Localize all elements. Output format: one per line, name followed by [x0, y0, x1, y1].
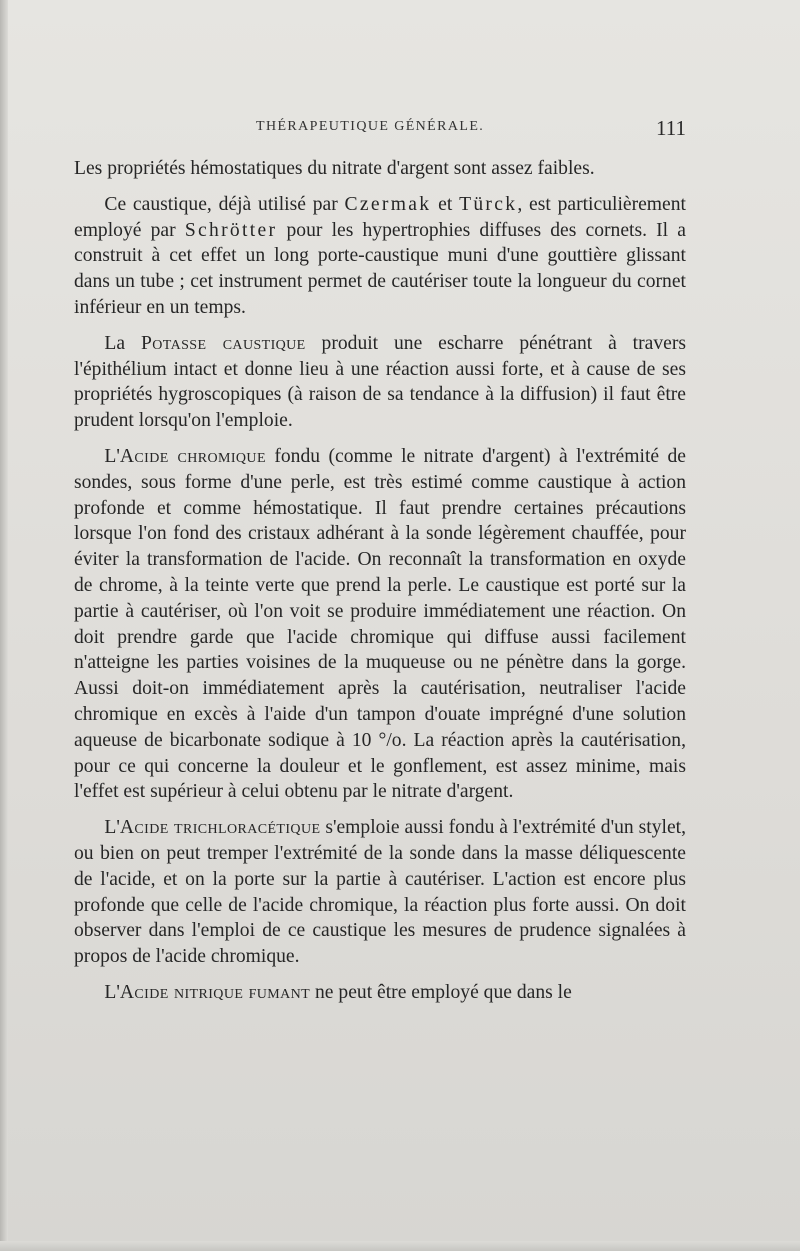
paragraph-potasse — [74, 331, 686, 434]
paragraph-text: ne peut être employé que dans le — [310, 981, 572, 1003]
page-header — [72, 116, 688, 140]
substance-term: Acide chromique — [119, 445, 266, 467]
page-number: 111 — [656, 116, 686, 140]
author-name: Czermak — [344, 193, 432, 215]
paragraph-text: Les propriétés hémostatiques du nitrate d'argent sont assez faibles. — [74, 158, 595, 179]
paragraph-text: L' — [104, 817, 120, 839]
paragraph-text: L' — [104, 445, 120, 467]
paragraph-text: Ce caustique, déjà utilisé par — [104, 193, 345, 215]
body-text — [74, 156, 686, 1016]
paragraph-text: s'emploie aussi fondu à l'extrémité d'un stylet, ou bien on peut tremper l'extrémité de la sonde dans la masse déliquescente de l'acide, et on la porte sur la partie à cautériser. L'action est encore plus profonde que celle de l'acide chromique, la réaction plus forte aussi. On doit observer dans l'emploi de ce caustique les mesures de prudence signalées à propos de l'acide chromique. — [74, 817, 686, 968]
substance-term: Acide nitrique fumant — [119, 981, 311, 1003]
paragraph-text: L' — [104, 981, 120, 1003]
paragraph-acide-chromique — [74, 444, 686, 805]
substance-term: Potasse caustique — [140, 332, 306, 354]
paragraph-text: La — [104, 332, 141, 354]
paragraph-text: et — [431, 193, 460, 215]
author-name: Türck — [459, 193, 518, 215]
paragraph-acide-nitrique — [74, 980, 686, 1006]
paragraph-text: , est particulièrement employé par — [74, 193, 686, 241]
paragraph-text: produit une escharre pénétrant à travers l'épithélium intact et donne lieu à une réaction aussi forte, et à cause de ses propriétés hygroscopiques (à raison de sa tendance à la diffusion) il faut être prudent lorsqu'on l'emploie. — [74, 332, 686, 432]
author-name: Schrötter — [184, 219, 278, 241]
paragraph-text: fondu (comme le nitrate d'argent) à l'extrémité de sondes, sous forme d'une perle, est très estimé comme caustique à action profonde et comme hémostatique. Il faut prendre certaines précautions lorsque l'on fond des cristaux adhérant à la sonde légèrement chauffée, pour éviter la transformation de l'acide. On reconnaît la transformation en oxyde de chrome, à la teinte verte que prend la perle. Le caustique est porté sur la partie à cautériser, où l'on voit se produire immédiatement une réaction. On doit prendre garde que l'acide chromique qui diffuse aussi facilement n'atteigne les parties voisines de la muqueuse ou ne pénètre dans la gorge. Aussi doit-on immédiatement après la cautérisation, neutraliser l'acide chromique en excès à l'aide d'un tampon d'ouate imprégné d'une solution aqueuse de bicarbonate sodique à 10 °/o. La réaction après la cautérisation, pour ce qui concerne la douleur et le gonflement, est assez minime, mais l'effet est supérieur à celui obtenu par le nitrate d'argent. — [74, 445, 686, 803]
paragraph-silver-nitrate-end — [74, 156, 686, 182]
page-edge-shadow — [0, 0, 8, 1251]
substance-term: Acide trichloracétique — [119, 817, 321, 839]
paragraph-schrotter — [74, 192, 686, 321]
paragraph-acide-trichloracetique — [74, 815, 686, 970]
paragraph-text: pour les hypertrophies diffuses des cornets. Il a construit à cet effet un long porte-caustique muni d'une gouttière glissant dans un tube ; cet instrument permet de cautériser toute la longueur du cornet inférieur en un temps. — [74, 219, 686, 318]
page-bottom-edge — [0, 1241, 800, 1251]
running-title: THÉRAPEUTIQUE GÉNÉRALE. — [256, 119, 485, 134]
